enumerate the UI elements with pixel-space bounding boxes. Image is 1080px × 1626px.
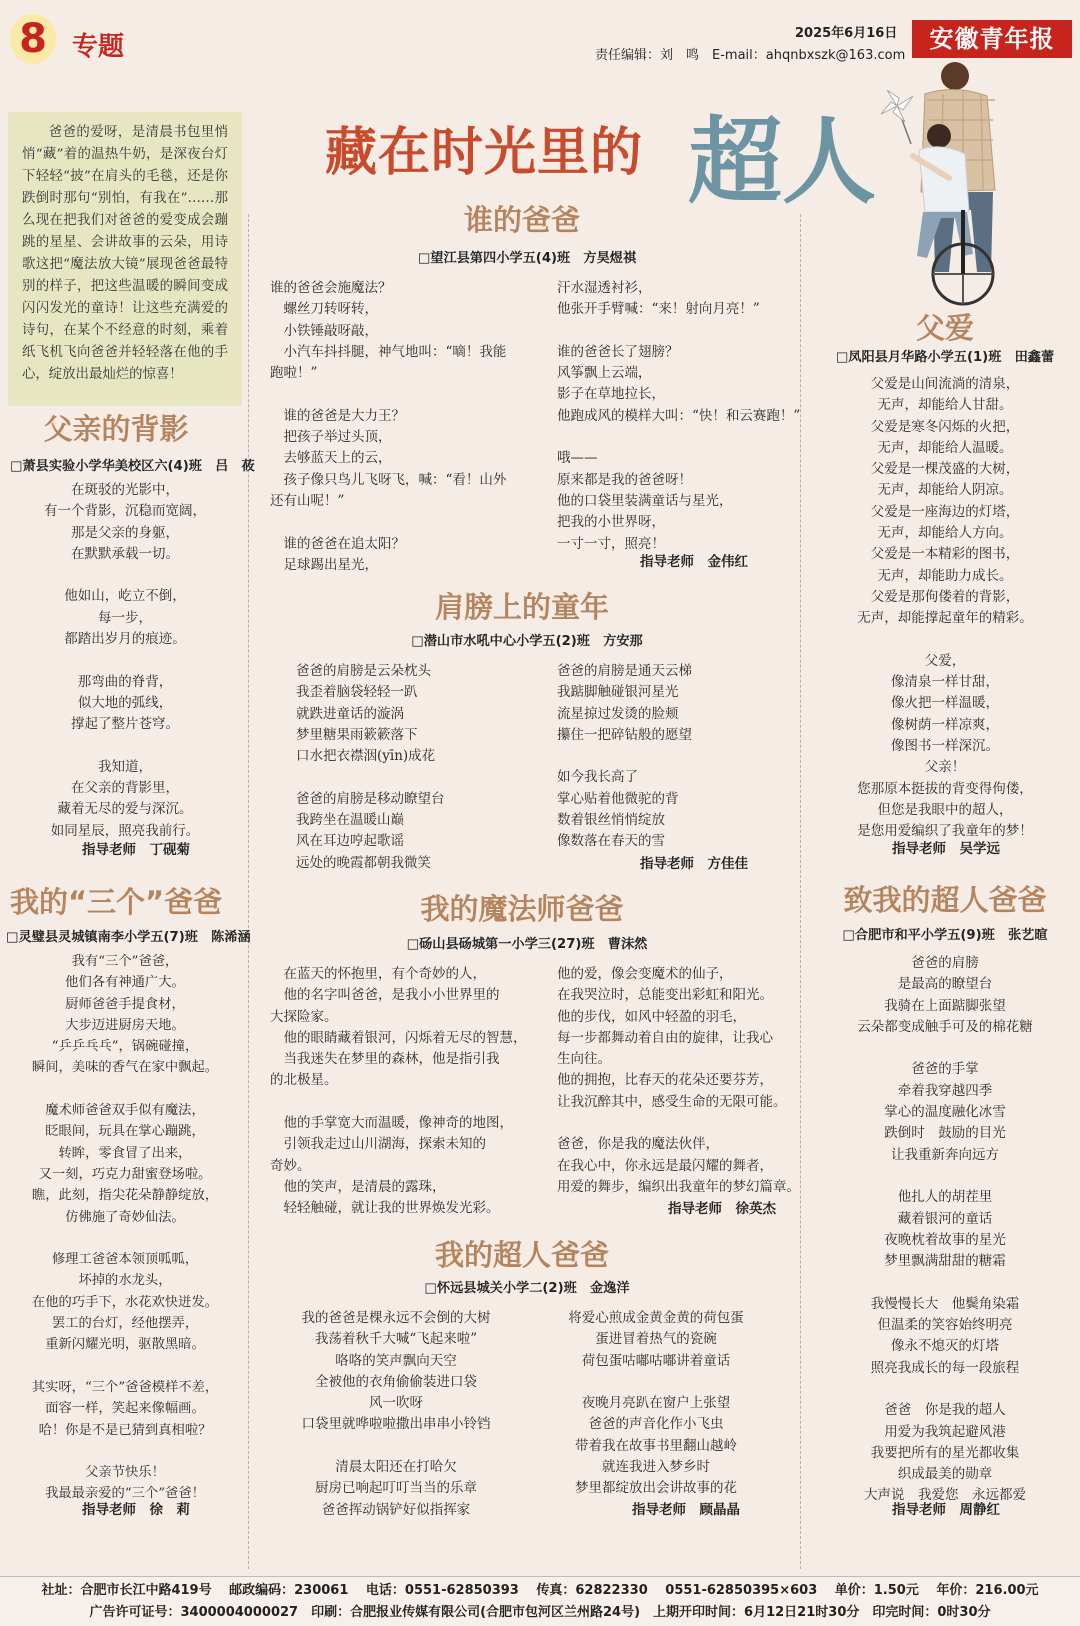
poem-body (10, 951, 240, 1505)
poem-line: 全被他的衣角偷偷装进口袋 (315, 1373, 477, 1390)
poem-line: 远处的晚霞都朝我微笑 (296, 854, 431, 871)
footer-print-line: 广告许可证号：3400004000027 印刷：合肥报业传媒有限公司(合肥市包河区兰州路24号) 上期开印时间：6月12日21时30分 印完时间：0时30分 (89, 1605, 991, 1620)
poem-line: 去够蓝天上的云， (270, 450, 392, 467)
poem-line (814, 1272, 1076, 1293)
poem-line: 但温柔的笑容始终明亮 (877, 1317, 1013, 1334)
poem-line: 咯咯的笑声飘向天空 (335, 1352, 457, 1369)
poem-line: 跌倒时 鼓励的目光 (884, 1125, 1006, 1142)
poem-line: 流星掠过发烫的脸颊 (557, 705, 679, 722)
poem-line: 父爱是一本精彩的图书， (870, 546, 1020, 563)
poem-line: 是最高的瞭望台 (897, 976, 993, 993)
poem-line: 爸爸挥动锅铲好似指挥家 (321, 1501, 471, 1518)
poem-title: 致我的超人爸爸 (843, 883, 1047, 917)
poem-author: □合肥市和平小学五(9)班 张艺暄 (842, 928, 1048, 943)
poem-line: 他如山，屹立不倒， (64, 588, 186, 605)
poem-line: 像火把一样温暖， (891, 695, 999, 712)
poem-title: 我的超人爸爸 (434, 1238, 609, 1272)
issue-date: 2025年6月16日 (795, 26, 898, 41)
poem-line (10, 1228, 240, 1249)
poem-teacher: 指导老师 顾晶晶 (632, 1502, 740, 1518)
poem-line: 数着银丝悄悄绽放 (557, 812, 665, 829)
poem-line: 大探险家。 (270, 1008, 338, 1025)
poem-teacher: 指导老师 吴学远 (892, 841, 1000, 857)
poem-line: 当我迷失在梦里的森林，他是指引我 (270, 1051, 500, 1068)
column-divider (248, 214, 249, 1569)
poem-line: 用爱为我筑起避风港 (884, 1423, 1006, 1440)
poem-line (14, 736, 236, 757)
poem-line: 瞬间，美味的香气在家中飘起。 (31, 1060, 219, 1076)
poem-line: 厨师爸爸手提食材， (65, 996, 185, 1012)
poem-line: 夜晚月亮趴在窗户上张望 (581, 1395, 731, 1412)
poem-line (814, 630, 1076, 651)
poem-line: 足球踢出星光， (270, 556, 378, 573)
poem-line: 像永不熄灭的灯塔 (891, 1338, 999, 1355)
poem-line: 爸爸的肩膀是通天云梯 (557, 663, 692, 679)
poem-line: 父爱是寒冬闪烁的火把， (870, 418, 1020, 435)
poem-line: 他的爱，像会变魔术的仙子， (557, 966, 733, 982)
poem-line: 爸爸的肩膀是云朵枕头 (296, 663, 431, 679)
poem-teacher: 指导老师 徐 莉 (82, 1502, 190, 1518)
poem-line (536, 1372, 776, 1393)
poem-body-left (266, 1308, 526, 1521)
poem-line: 父亲！ (924, 759, 966, 776)
poem-line: 父爱， (924, 652, 966, 669)
poem-body (14, 480, 236, 842)
poem-line: 魔术师爸爸双手似有魔法， (45, 1103, 205, 1119)
poem-title: 父亲的背影 (43, 412, 189, 446)
poem-line (814, 1379, 1076, 1400)
poem-line: 带着我在故事书里翻山越岭 (575, 1437, 737, 1454)
poem-line: 谁的爸爸是大力王？ (270, 407, 405, 424)
poem-line: 荷包蛋咕嘟咕嘟讲着童话 (581, 1352, 731, 1369)
poem-line: 梦里飘满甜甜的糖霜 (884, 1253, 1006, 1270)
poem-line: 我最最亲爱的“三个”爸爸！ (45, 1486, 205, 1502)
poem-line: 风筝飘上云端， (557, 365, 652, 382)
child-head (927, 124, 951, 148)
poem-line: 他的口袋里装满童话与星光， (557, 492, 733, 509)
poem-line: 在他的巧手下，水花欢快迸发。 (31, 1294, 219, 1310)
poem-line (270, 512, 540, 533)
section-name: 专题 (72, 32, 125, 62)
poem-line: 风在耳边哼起歌谣 (296, 833, 404, 850)
poem-line (557, 1113, 797, 1134)
poem-line: 爸爸 你是我的超人 (884, 1402, 1006, 1419)
poem-line: 小汽车抖抖腿，神气地叫：“嘀！我能 (270, 343, 507, 360)
poem-title: 谁的爸爸 (463, 203, 580, 237)
poem-line: 他的拥抱，比春天的花朵还要芬芳， (557, 1072, 773, 1089)
poem-line: 就连我进入梦乡时 (602, 1459, 710, 1476)
poem-line: 眨眼间，玩具在掌心蹦跳， (45, 1124, 205, 1140)
poem-title: 肩膀上的童年 (434, 590, 609, 624)
poem-line: 藏着无尽的爱与深沉。 (57, 801, 193, 818)
poem-line: 他的眼睛藏着银河，闪烁着无尽的智慧， (270, 1029, 527, 1046)
poem-line: 小铁锤敲呀敲， (270, 322, 378, 339)
poem-line: 原来都是我的爸爸呀！ (557, 471, 692, 488)
poem-line: 撑起了整片苍穹。 (71, 716, 179, 733)
poem-line: 掌心贴着他微驼的背 (557, 790, 679, 807)
poem-line: 如今我长高了 (557, 769, 638, 786)
editor-line: 责任编辑：刘 鸣 E-mail：ahqnbxszk@163.com (595, 48, 906, 63)
poem-line (270, 384, 540, 405)
poem-line: 织成最美的勋章 (897, 1466, 993, 1483)
main-title-part2: 超人 (688, 108, 877, 217)
poem-line: 云朵都变成触手可及的棉花糖 (857, 1018, 1033, 1035)
poem-line: 哦—— (557, 450, 598, 467)
poem-line: 夜晚枕着故事的星光 (884, 1231, 1006, 1248)
poem-line: 就跌进童话的漩涡 (296, 705, 404, 722)
poem-teacher: 指导老师 丁砚菊 (82, 842, 190, 858)
page-number: 8 (10, 14, 56, 64)
poem-line: 他扎人的胡茬里 (897, 1189, 993, 1206)
poem-line: 让我重新奔向远方 (891, 1146, 999, 1163)
poem-line (557, 427, 797, 448)
poem-line: 修理工爸爸本领顶呱呱， (51, 1252, 199, 1268)
poem-line: 又一刻，巧克力甜蜜登场啦。 (38, 1166, 212, 1182)
poem-line: 牵着我穿越四季 (897, 1082, 993, 1099)
poem-line: 他们各有神通广大。 (65, 975, 185, 991)
poem-line (10, 1441, 240, 1462)
poem-line: 我歪着脑袋轻轻一趴 (296, 684, 418, 701)
poem-line: 奇妙。 (270, 1157, 311, 1174)
poem-line: 那弯曲的脊背， (77, 673, 173, 690)
poem-line (557, 321, 797, 342)
intro-text: 爸爸的爱呀，是清晨书包里悄悄“藏”着的温热牛奶，是深夜台灯下轻轻“披”在肩头的毛毯，还是你跌倒时那句“别怕，有我在”……那么现在把我们对爸爸的爱变成会蹦跳的星星、会讲故事的云朵，用诗歌这把“魔法放大镜”展现爸爸最特别的样子，把这些温暖的瞬间变成闪闪发光的童诗！让这些充满爱的诗句，在某个不经意的时刻，乘着纸飞机飞向爸爸并轻轻落在他的手心，绽放出最灿烂的惊喜！ (8, 112, 242, 406)
poem-body-left (296, 661, 546, 874)
poem-line: 把我的小世界呀， (557, 514, 665, 531)
poem-line: 转眸，零食冒了出来， (58, 1145, 192, 1161)
poem-line: 仿佛施了奇妙仙法。 (65, 1209, 185, 1225)
poem-line (270, 1092, 545, 1113)
poem-body-right (557, 661, 797, 853)
poem-line: 让我沉醉其中，感受生命的无限可能。 (557, 1093, 787, 1110)
poem-author: □望江县第四小学五(4)班 方昊煜祺 (417, 251, 637, 266)
poem-line: 那是父亲的身躯， (71, 524, 179, 541)
poem-line (10, 1079, 240, 1100)
poem-line: 掌心的温度融化冰雪 (884, 1104, 1006, 1121)
poem-line: 在蓝天的怀抱里，有个奇妙的人， (270, 966, 486, 982)
poem-line: 照亮我成长的每一段旅程 (870, 1359, 1020, 1376)
poem-line (814, 1038, 1076, 1059)
poem-line (296, 767, 546, 788)
poem-line: 口水把衣襟洇(yīn)成花 (296, 748, 436, 765)
poem-line: 跑啦！” (270, 365, 318, 382)
poem-line: 口袋里就哗啦啦撒出串串小铃铛 (301, 1416, 491, 1433)
poem-line: 谁的爸爸长了翅膀？ (557, 343, 679, 360)
poem-line (814, 1166, 1076, 1187)
poem-line: 坏掉的水龙头， (78, 1273, 172, 1289)
poem-line: 在斑驳的光影中， (71, 482, 179, 498)
poem-line: 把孩子举过头顶， (270, 429, 392, 446)
poem-line: 罢工的台灯，经他摆弄， (51, 1316, 199, 1332)
poem-line: 我知道， (98, 758, 152, 775)
poem-line: 他张开手臂喊：“来！射向月亮！” (557, 301, 760, 318)
poem-line: 其实呀，“三个”爸爸模样不差， (31, 1379, 219, 1395)
poem-body-left (270, 278, 540, 576)
poem-line: 似大地的弧线， (77, 694, 173, 711)
poem-body (814, 374, 1076, 843)
poem-line: 大步迈进厨房天地。 (65, 1017, 185, 1033)
poem-line: 厨房已响起叮叮当当的乐章 (315, 1480, 477, 1497)
poem-line: 藏着银河的童话 (897, 1210, 993, 1227)
poem-line: 我骑在上面踮脚张望 (884, 997, 1006, 1014)
poem-body-right (557, 964, 800, 1198)
poem-teacher: 指导老师 方佳佳 (640, 856, 748, 872)
poem-line: 我荡着秋千大喊“飞起来啦” (314, 1331, 478, 1348)
poem-line (557, 746, 797, 767)
footer-address-line: 社址：合肥市长江中路419号 邮政编码：230061 电话：0551-62850393 传真：62822330 0551-62850395×603 单价：1.50元 年价：216.00元 (41, 1583, 1039, 1598)
poem-line: 轻轻触碰，就让我的世界焕发光彩。 (270, 1200, 500, 1217)
poem-line (10, 1356, 240, 1377)
father-head (941, 62, 969, 90)
main-title-part1: 藏在时光里的 (325, 123, 644, 183)
poem-title: 我的魔法师爸爸 (420, 892, 624, 926)
poem-line: 大声说 我爱您 永远都爱 (864, 1487, 1026, 1504)
poem-line: 孩子像只鸟儿飞呀飞，喊：“看！山外 (270, 471, 507, 488)
poem-line: 我踮脚触碰银河星光 (557, 684, 679, 701)
poem-author: □潜山市水吼中心小学五(2)班 方安那 (411, 634, 643, 649)
poem-line: 在默默承载一切。 (71, 545, 179, 562)
poem-line: 无声，却能给人阴凉。 (877, 482, 1013, 499)
poem-line: 都踏出岁月的痕迹。 (64, 631, 186, 648)
poem-line: 哈！你是不是已猜到真相啦？ (38, 1422, 212, 1438)
newspaper-masthead: 安徽青年报 (912, 20, 1072, 58)
poem-teacher: 指导老师 金伟红 (640, 554, 748, 570)
poem-line: 谁的爸爸会施魔法？ (270, 280, 392, 296)
poem-line: 在父亲的背影里， (71, 780, 179, 797)
poem-line: 无声，却能助力成长。 (877, 567, 1013, 584)
poem-line (14, 565, 236, 586)
poem-body-right (557, 278, 801, 555)
poem-line: 在我哭泣时，总能变出彩虹和阳光。 (557, 987, 773, 1004)
poem-title: 我的“三个”爸爸 (10, 885, 223, 919)
poem-line: 无声，却能给人方向。 (877, 525, 1013, 542)
poem-author: □凤阳县月华路小学五(1)班 田鑫蕾 (835, 350, 1055, 365)
poem-line: 像清泉一样甘甜， (891, 674, 999, 691)
poem-line: 爸爸的肩膀 (911, 955, 979, 971)
poem-author: □灵璧县灵城镇南李小学五(7)班 陈浠涵 (6, 930, 251, 945)
poem-line: 将爱心煎成金黄金黄的荷包蛋 (568, 1310, 744, 1326)
poem-line: 汗水湿透衬衫， (557, 280, 652, 296)
poem-line: 风一吹呀 (369, 1395, 423, 1412)
poem-line: 他的笑声，是清晨的露珠， (270, 1178, 446, 1195)
poem-line: “乒乒乓乓”，锅碗碰撞， (51, 1039, 199, 1055)
poem-line: 生向往。 (557, 1051, 611, 1068)
poem-line: 他跑成风的模样大叫：“快！和云赛跑！” (557, 407, 801, 424)
poem-line: 梦里都绽放出会讲故事的花 (575, 1480, 737, 1497)
poem-author: □怀远县城关小学二(2)班 金逸洋 (424, 1281, 630, 1296)
poem-body-right (536, 1308, 776, 1500)
poem-line: 但您是我眼中的超人， (877, 801, 1013, 818)
poem-line: 我要把所有的星光都收集 (870, 1444, 1020, 1461)
poem-line: 梦里糖果雨簌簌落下 (296, 726, 418, 743)
poem-line: 爸爸的手掌 (911, 1061, 979, 1078)
poem-line: 无声，却能给人温暖。 (877, 439, 1013, 456)
poem-line: 谁的爸爸在追太阳？ (270, 535, 405, 552)
poem-line: 重新闪耀光明，驱散黑暗。 (45, 1337, 205, 1353)
poem-line: 像树荫一样凉爽， (891, 716, 999, 733)
poem-line: 的北极星。 (270, 1072, 338, 1089)
poem-line: 像数落在春天的雪 (557, 833, 665, 850)
poem-line: 我跨坐在温暖山巅 (296, 812, 404, 829)
poem-line: 有一个背影，沉稳而宽阔， (44, 503, 206, 520)
poem-line: 如同星辰，照亮我前行。 (50, 822, 200, 839)
poem-line: 您那原本挺拔的背变得佝偻， (857, 780, 1033, 797)
poem-line: 蛋进冒着热气的瓷碗 (595, 1331, 717, 1348)
poem-line: 爸爸的肩膀是移动瞭望台 (296, 790, 445, 807)
poem-line: 他的步伐，如风中轻盈的羽毛， (557, 1008, 746, 1025)
poem-line: 父爱是山间流淌的清泉， (870, 376, 1020, 392)
poem-line: 我慢慢长大 他鬓角染霜 (870, 1295, 1020, 1312)
poem-line: 像图书一样深沉。 (891, 738, 999, 755)
poem-line: 父爱是那佝偻着的背影， (870, 588, 1020, 605)
poem-line: 螺丝刀转呀转， (270, 301, 378, 318)
footer (0, 1576, 1080, 1626)
poem-line: 是您用爱编织了我童年的梦！ (857, 823, 1033, 840)
poem-line: 在我心中，你永远是最闪耀的舞者， (557, 1157, 773, 1174)
poem-line: 无声，却能给人甘甜。 (877, 397, 1013, 414)
poem-line: 他的手掌宽大而温暖，像神奇的地图， (270, 1115, 513, 1132)
poem-line: 面容一样，笑起来像幅画。 (45, 1401, 205, 1417)
poem-line: 父爱是一棵茂盛的大树， (870, 461, 1020, 478)
poem-author: □砀山县砀城第一小学三(27)班 曹沫然 (406, 937, 648, 952)
poem-line: 清晨太阳还在打哈欠 (335, 1459, 457, 1476)
poem-title: 父爱 (915, 311, 974, 345)
father-child-bicycle-illustration (863, 60, 1075, 312)
poem-line (266, 1436, 526, 1457)
poem-line: 每一步都舞动着自由的旋律，让我心 (557, 1029, 773, 1046)
poem-teacher: 指导老师 周静红 (892, 1502, 1000, 1518)
poem-line: 影子在草地拉长， (557, 386, 665, 403)
poem-line: 引领我走过山川湖海，探索未知的 (270, 1136, 486, 1153)
poem-line: 无声，却能撑起童年的精彩。 (857, 610, 1033, 627)
poem-line: 还有山呢！” (270, 492, 345, 509)
poem-author: □萧县实验小学华美校区六(4)班 吕 莜 (10, 459, 255, 474)
poem-line (14, 650, 236, 671)
column-divider (800, 214, 801, 1569)
poem-line: 攥住一把碎钻般的愿望 (557, 726, 692, 743)
pinwheel-icon (881, 90, 913, 144)
poem-line: 父爱是一座海边的灯塔， (870, 503, 1020, 520)
poem-line: 爸爸，你是我的魔法伙伴， (557, 1136, 719, 1153)
poem-line: 用爱的舞步，编织出我童年的梦幻篇章。 (557, 1178, 800, 1195)
poem-body (814, 953, 1076, 1507)
poem-line: 我有“三个”爸爸， (71, 954, 179, 969)
poem-line: 父亲节快乐！ (85, 1465, 165, 1481)
poem-line: 他的名字叫爸爸，是我小小世界里的 (270, 987, 500, 1004)
poem-line: 瞧，此刻，指尖花朵静静绽放， (31, 1188, 219, 1204)
poem-line: 每一步， (98, 609, 152, 626)
poem-teacher: 指导老师 徐英杰 (668, 1201, 776, 1217)
poem-line: 一寸一寸，照亮！ (557, 535, 665, 552)
poem-line: 爸爸的声音化作小飞虫 (588, 1416, 724, 1433)
poem-line: 我的爸爸是棵永远不会倒的大树 (301, 1310, 491, 1326)
poem-body-left (270, 964, 545, 1220)
